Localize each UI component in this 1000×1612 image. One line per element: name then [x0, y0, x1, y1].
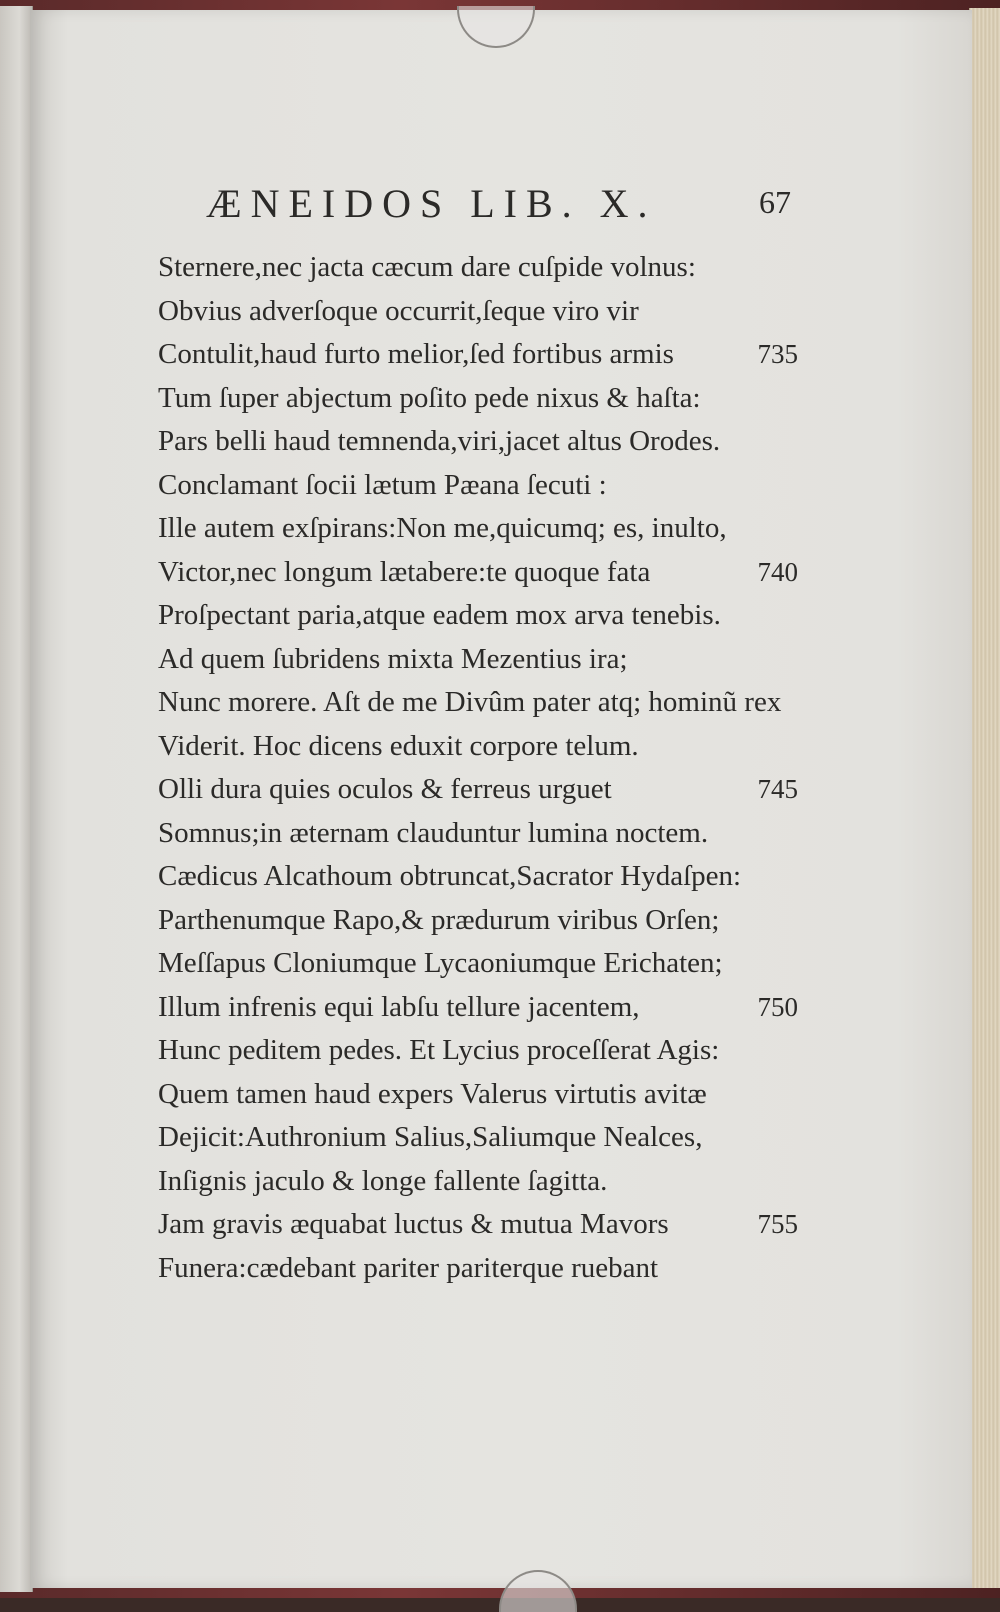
verse-block	[158, 246, 798, 1290]
verse-line	[158, 507, 798, 551]
verse-line	[158, 377, 798, 421]
verse-number: 755	[757, 1209, 798, 1239]
page-number: 67	[759, 184, 791, 220]
verse-line	[158, 1029, 798, 1073]
verse-number: 740	[757, 556, 798, 587]
verse-text: Sternere,nec jacta cæcum dare cuſpide volnus:	[158, 251, 696, 283]
verse-line	[158, 725, 798, 769]
verse-line	[158, 986, 798, 1030]
verse-text: Parthenumque Rapo,& prædurum viribus Orſen;	[158, 903, 720, 936]
verse-text: Jam gravis æquabat luctus & mutua Mavors	[158, 1208, 669, 1240]
running-title: ÆNEIDOS LIB. X.	[206, 181, 657, 226]
verse-text: Nunc morere. Aſt de me Divûm pater atq; hominũ rex	[158, 686, 782, 718]
book-page	[30, 10, 972, 1588]
facing-page-edge	[0, 6, 33, 1592]
page-edges	[969, 8, 1000, 1588]
verse-line	[158, 899, 798, 943]
verse-text: Proſpectant paria,atque eadem mox arva tenebis.	[158, 599, 721, 631]
verse-text: Ad quem ſubridens mixta Mezentius ira;	[158, 642, 628, 675]
verse-line	[158, 464, 798, 508]
verse-line	[158, 420, 798, 464]
verse-number: 745	[757, 774, 798, 804]
verse-number: 735	[757, 339, 798, 369]
verse-number: 750	[757, 991, 798, 1022]
verse-text: Olli dura quies oculos & ferreus urguet	[158, 773, 612, 805]
verse-text: Cædicus Alcathoum obtruncat,Sacrator Hydaſpen:	[158, 860, 742, 892]
verse-line	[158, 1203, 798, 1247]
verse-line	[158, 333, 798, 377]
verse-text: Quem tamen haud expers Valerus virtutis avitæ	[158, 1077, 707, 1110]
verse-line	[158, 681, 798, 725]
verse-text: Tum ſuper abjectum poſito pede nixus & haſta:	[158, 381, 701, 414]
verse-text: Dejicit:Authronium Salius,Saliumque Nealces,	[158, 1121, 703, 1153]
verse-text: Inſignis jaculo & longe fallente ſagitta.	[158, 1164, 608, 1197]
verse-line	[158, 290, 798, 334]
verse-line	[158, 246, 798, 290]
verse-text: Conclamant ſocii lætum Pæana ſecuti :	[158, 468, 607, 501]
verse-text: Somnus;in æternam clauduntur lumina noctem.	[158, 816, 709, 849]
verse-line	[158, 594, 798, 638]
verse-text: Hunc peditem pedes. Et Lycius proceſſerat Agis:	[158, 1034, 720, 1066]
verse-text: Pars belli haud temnenda,viri,jacet altus Orodes.	[158, 425, 721, 457]
verse-text: Viderit. Hoc dicens eduxit corpore telum.	[158, 729, 639, 762]
verse-text: Obvius adverſoque occurrit,ſeque viro vir	[158, 294, 639, 327]
verse-text: Meſſapus Cloniumque Lycaoniumque Erichaten;	[158, 947, 723, 979]
page-clip-bottom	[499, 1570, 577, 1612]
verse-text: Illum infrenis equi labſu tellure jacentem,	[158, 990, 640, 1023]
verse-text: Ille autem exſpirans:Non me,quicumq; es, inulto,	[158, 512, 727, 544]
verse-text: Contulit,haud furto melior,ſed fortibus armis	[158, 338, 674, 370]
verse-text: Victor,nec longum lætabere:te quoque fata	[158, 555, 651, 588]
verse-line	[158, 855, 798, 899]
verse-line	[158, 1160, 798, 1204]
verse-line	[158, 942, 798, 986]
verse-text: Funera:cædebant pariter pariterque ruebant	[158, 1251, 659, 1284]
verse-line	[158, 638, 798, 682]
verse-line	[158, 1116, 798, 1160]
running-header	[206, 180, 791, 230]
verse-line	[158, 551, 798, 595]
verse-line	[158, 1247, 798, 1291]
page-clip-top	[457, 6, 535, 48]
verse-line	[158, 1073, 798, 1117]
verse-line	[158, 768, 798, 812]
verse-line	[158, 812, 798, 856]
